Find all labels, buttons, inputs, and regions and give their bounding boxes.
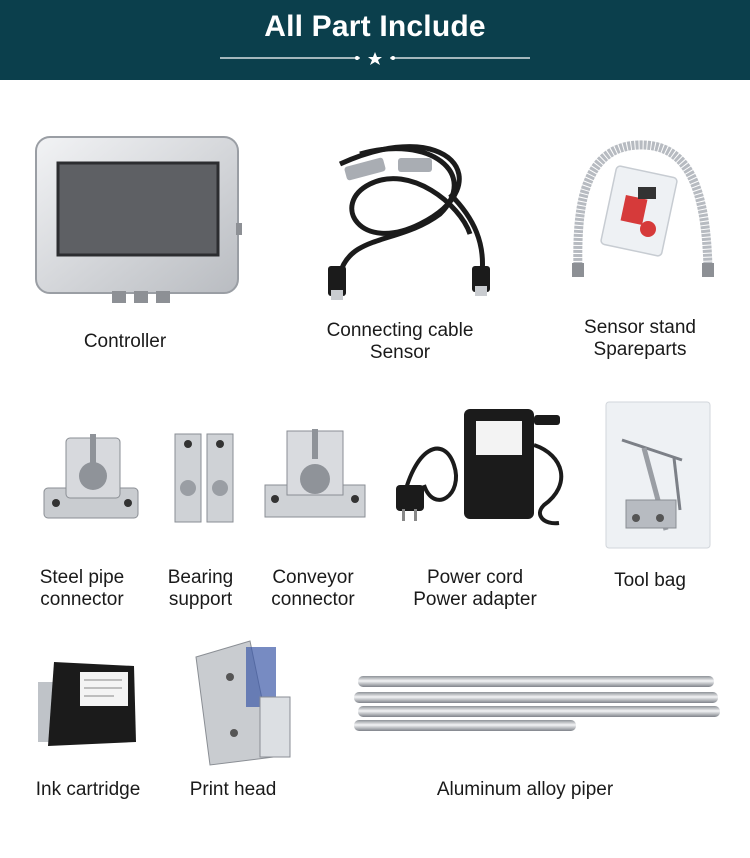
star-divider-icon xyxy=(210,50,540,66)
bearing-support-image xyxy=(173,430,235,526)
power-adapter-image xyxy=(394,405,572,533)
sensor-stand-image xyxy=(568,137,718,279)
sensor-stand-label: Sensor stand Spareparts xyxy=(584,317,696,360)
tool-bag-image xyxy=(604,400,712,550)
print-head-image xyxy=(190,637,296,767)
aluminum-pipe-label: Aluminum alloy piper xyxy=(436,779,614,800)
ink-cartridge-label: Ink cartridge xyxy=(35,779,141,800)
print-head-label: Print head xyxy=(189,779,277,800)
steel-pipe-connector-label: Steel pipe connector xyxy=(39,567,125,610)
bearing-support-label: Bearing support xyxy=(167,567,234,610)
controller-image xyxy=(32,133,244,305)
ink-cartridge-image xyxy=(34,652,140,752)
power-label: Power cord Power adapter xyxy=(413,567,537,610)
conveyor-connector-image xyxy=(263,427,367,521)
aluminum-pipe-image xyxy=(352,672,722,734)
connecting-cable-image xyxy=(300,124,500,302)
controller-label: Controller xyxy=(83,331,167,352)
connecting-cable-label: Connecting cable Sensor xyxy=(326,320,474,363)
page-title: All Part Include xyxy=(264,10,486,43)
conveyor-connector-label: Conveyor connector xyxy=(271,567,355,610)
tool-bag-label: Tool bag xyxy=(614,570,686,591)
steel-pipe-connector-image xyxy=(36,428,146,528)
header-banner xyxy=(0,0,750,80)
